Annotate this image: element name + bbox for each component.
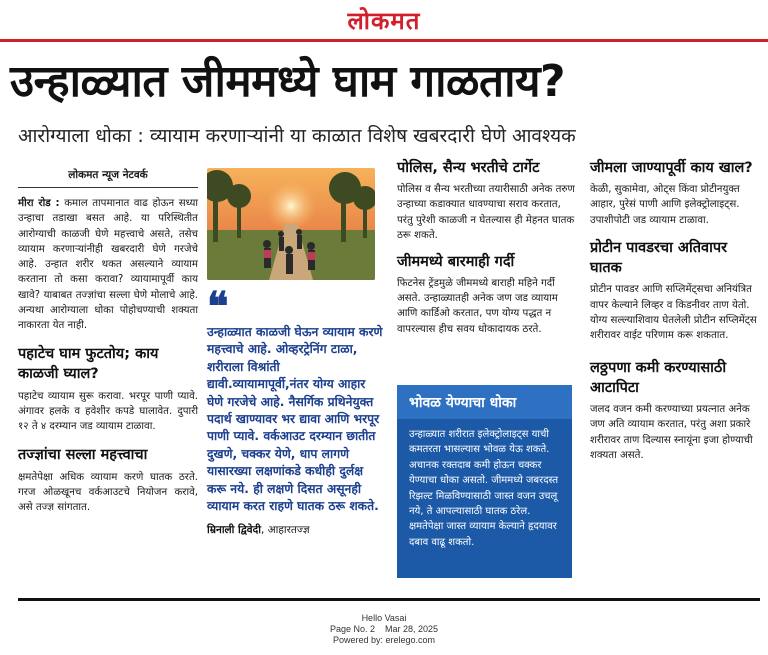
third-column — [397, 158, 577, 337]
section-heading-expert: तज्ज्ञांचा सल्ला महत्त्वाचा — [18, 446, 148, 463]
lokmat-logo: लोकमत — [347, 6, 421, 35]
page-info: Page No. 2 Mar 28, 2025 — [329, 624, 439, 634]
park-joggers-illustration — [207, 168, 375, 280]
expert-quote: उन्हाळ्यात काळजी घेऊन व्यायाम करणे महत्त्वाचे आहे. ओव्हरट्रेनिंग टाळा, शरीराला विश्रांती द्यावी.व्यायामापूर्वी,नंतर योग्य आहार घेणे गरजेचे आहे. नैसर्गिक प्रथिनेयुक्त पदार्थ खाण्यावर भर द्यावा आणि भरपूर पाणी प्यावे. वर्कआउट दरम्यान छातीत दुखणे, चक्कर येणे, धाप लागणे यासारख्या लक्षणांकडे कधीही दुर्लक्ष करू नये. ही लक्षणे दिसत असूनही व्यायाम करत राहणे घातक ठरू शकते. — [207, 325, 383, 514]
left-column — [18, 165, 198, 515]
intro-paragraph — [18, 196, 198, 334]
quote-attribution — [207, 523, 382, 537]
dizziness-risk-box — [397, 385, 572, 578]
intro-text: कमाल तापमानात वाढ होऊन सध्या उन्हाचा तडाखा बसत आहे. या परिस्थितीत आरोग्याची काळजी घेणे महत्त्वाचे असते, तसेच व्यायाम करणाऱ्यांनीही खबरदारी घेणे गरजेचे आहे. उन्हात शरीर थकत असल्याने व्यायाम करताना तो कसा करावा? व्यायामापूर्वी काय खावे? याबाबत तज्ज्ञांचा सल्ला घेणे मोलाचे आहे. अन्यथा आरोग्याला धोका पोहोचण्याची शक्यता नाकारता येत नाही. — [18, 198, 198, 332]
section-heading-protein: प्रोटीन पावडरचा अतिवापर घातक — [590, 240, 727, 277]
section-text-weight-loss: जलद वजन कमी करण्याच्या प्रयत्नात अनेक जण अति व्यायाम करतात, परंतु अशा प्रकारे शरीरावर ताण दिल्यास स्नायूंना इजा होण्याची शक्यता असते. — [590, 403, 753, 462]
section-heading-gym-crowd: जीममध्ये बारमाही गर्दी — [397, 253, 515, 270]
box-text: उन्हाळ्यात शरीरात इलेक्ट्रोलाइट्स याची कमतरता भासल्यास भोवळ येऊ शकते. अचानक रक्तदाब कमी होऊन चक्कर येण्याचा धोका असतो. जीममध्ये जबरदस्त रिझल्ट मिळविण्यासाठी जास्त वजन उचलू नये, ते आपल्यासाठी घातक ठरेल. क्षमतेपेक्षा जास्त व्यायाम केल्याने हृदयावर दबाव वाढू शकतो. — [409, 429, 559, 548]
quote-author-name: म्रिनाली द्विवेदी — [207, 524, 261, 537]
masthead — [0, 0, 768, 42]
joggers-photo — [207, 168, 375, 280]
section-text-expert: क्षमतेपेक्षा अधिक व्यायाम करणे घातक ठरते. गरज ओळखूनच वर्कआउटचे नियोजन करावे, असे तज्ज्ञ सांगतात. — [18, 471, 198, 514]
section-heading-sweat: पहाटेच घाम फुटतोय; काय काळजी घ्याल? — [18, 345, 159, 382]
section-text-sweat: पहाटेच व्यायाम सुरू करावा. भरपूर पाणी प्यावे. अंगावर हलके व हवेशीर कपडे घालावेत. दुपारी १२ ते ४ दरम्यान जड व्यायाम टाळावा. — [18, 390, 198, 433]
fourth-column — [590, 158, 760, 463]
article-headline: उन्हाळ्यात जीममध्ये घाम गाळताय? — [10, 56, 566, 107]
section-heading-recruitment: पोलिस, सैन्य भरतीचे टार्गेट — [397, 160, 540, 176]
article-subhead: आरोग्याला धोका : व्यायाम करणाऱ्यांनी या काळात विशेष खबरदारी घेणे आवश्यक — [18, 125, 576, 147]
section-text-protein: प्रोटीन पावडर आणि सप्लिमेंट्सचा अनियंत्रित वापर केल्याने लिव्हर व किडनीवर ताण येतो. योग्य सल्ल्याशिवाय घेतलेली प्रोटीन सप्लिमेंट्स शरीरावर वाईट परिणाम करू शकतात. — [590, 284, 757, 342]
byline: लोकमत न्यूज नेटवर्क — [18, 165, 198, 188]
section-text-gym-crowd: फिटनेस ट्रेंडमुळे जीममध्ये बाराही महिने गर्दी असते. उन्हाळ्यातही अनेक जण जड व्यायाम आणि कार्डिओ करतात, पण योग्य पद्धत न वापरल्यास हीच सवय धोकादायक ठरते. — [397, 277, 558, 335]
footer-divider — [18, 598, 760, 601]
section-text-recruitment: पोलिस व सैन्य भरतीच्या तयारीसाठी अनेक तरुण उन्हाच्या कडाक्यात धावण्याचा सराव करतात, परंतु पुरेशी काळजी न घेतल्यास ही मेहनत घातक ठरू शकते. — [397, 184, 575, 242]
section-heading-pre-gym-food: जीमला जाण्यापूर्वी काय खाल? — [590, 160, 753, 176]
quote-author-role: , आहारतज्ज्ञ — [260, 524, 310, 537]
quote-mark-icon: ❝ — [207, 283, 229, 330]
powered-by: Powered by: erelego.com — [332, 635, 436, 645]
section-text-pre-gym-food: केळी, सुकामेवा, ओट्स किंवा प्रोटीनयुक्त आहार, पुरेसं पाणी आणि इलेक्ट्रोलाइट्स. उपाशीपोटी जड व्यायाम टाळावा. — [590, 184, 740, 226]
edition-name: Hello Vasai — [361, 613, 407, 623]
dateline: मीरा रोड : — [18, 198, 60, 209]
page-footer — [0, 613, 768, 646]
section-heading-weight-loss: लठ्ठपणा कमी करण्यासाठी आटापिटा — [590, 359, 727, 396]
middle-column — [207, 168, 382, 537]
box-heading: भोवळ येण्याचा धोका — [397, 385, 572, 419]
